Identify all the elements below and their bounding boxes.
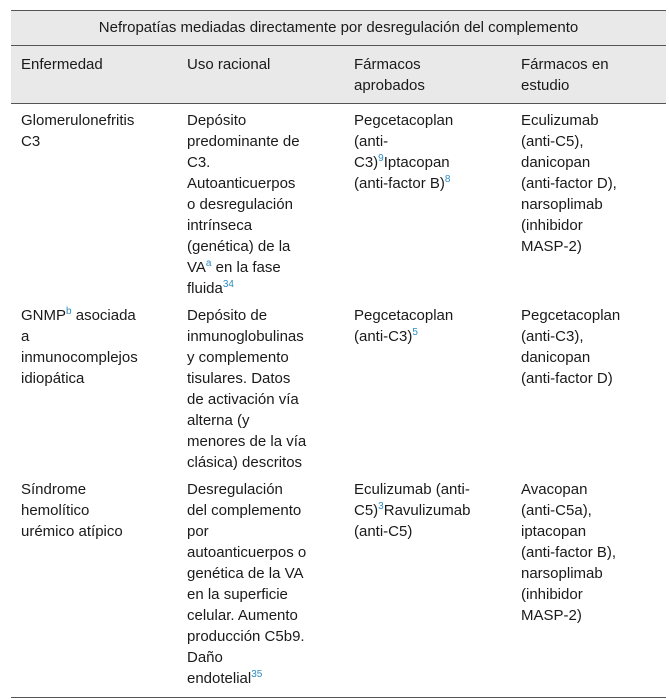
table-row xyxy=(11,473,666,698)
cell-rationale: Depósito de inmunoglobulinas y complemento tisulares. Datos de activación vía alterna (y menores de la vía clásica) descritos xyxy=(187,307,307,471)
header-study-line1: Fármacos en xyxy=(521,56,609,73)
table-header-row xyxy=(11,46,666,104)
cell-rationale: Desregulación del complemento por autoanticuerpos o genética de la VA en la superficie celular. Aumento producción C5b9. Daño endotelial$^{35}$ xyxy=(187,481,307,687)
header-approved-drugs xyxy=(344,54,511,96)
reference-link[interactable]: 3 xyxy=(378,501,384,512)
header-approved-line1: Fármacos xyxy=(354,56,421,73)
complement-nephropathy-table xyxy=(11,10,666,698)
header-rationale: Uso racional xyxy=(187,56,271,73)
table-caption: Nefropatías mediadas directamente por desregulación del complemento xyxy=(11,10,666,46)
header-disease: Enfermedad xyxy=(21,56,103,73)
reference-link[interactable]: 9 xyxy=(378,153,384,164)
cell-disease: GNMP$^b$ asociada a inmunocomplejos idiopática xyxy=(21,306,138,387)
table-row xyxy=(11,104,666,299)
header-study-line2: estudio xyxy=(521,77,570,94)
reference-link[interactable]: 8 xyxy=(444,174,451,185)
cell-study-drugs: Avacopan (anti-C5a), iptacopan (anti-factor B), narsoplimab (inhibidor MASP-2) xyxy=(521,481,617,624)
reference-link[interactable]: 35 xyxy=(251,669,263,680)
cell-approved-drugs: Eculizumab (anti- C5)$^3$Ravulizumab (anti-C5) xyxy=(354,481,471,540)
header-study-drugs xyxy=(511,54,666,96)
cell-disease: Síndrome hemolítico urémico atípico xyxy=(21,481,123,540)
cell-study-drugs: Eculizumab (anti-C5), danicopan (anti-factor D), narsoplimab (inhibidor MASP-2) xyxy=(521,112,617,255)
cell-rationale: Depósito predominante de C3. Autoanticuerpos o desregulación intrínseca (genética) de la $VA^a$ en la fase fluida$^{34}$ xyxy=(187,112,300,297)
cell-disease: Glomerulonefritis C3 xyxy=(21,112,135,150)
reference-link[interactable]: 34 xyxy=(222,279,234,290)
table-row xyxy=(11,299,666,473)
footnote-ref[interactable]: b xyxy=(66,306,72,317)
footnote-ref[interactable]: a xyxy=(205,258,212,269)
cell-approved-drugs: Pegcetacoplan (anti- C3)$^9$Iptacopan (anti-factor B)$^8$ xyxy=(354,112,454,192)
cell-approved-drugs: Pegcetacoplan (anti-C3)$^5$ xyxy=(354,307,454,345)
header-approved-line2: aprobados xyxy=(354,77,425,94)
reference-link[interactable]: 5 xyxy=(412,327,418,338)
cell-study-drugs: Pegcetacoplan (anti-C3), danicopan (anti-factor D) xyxy=(521,307,621,387)
